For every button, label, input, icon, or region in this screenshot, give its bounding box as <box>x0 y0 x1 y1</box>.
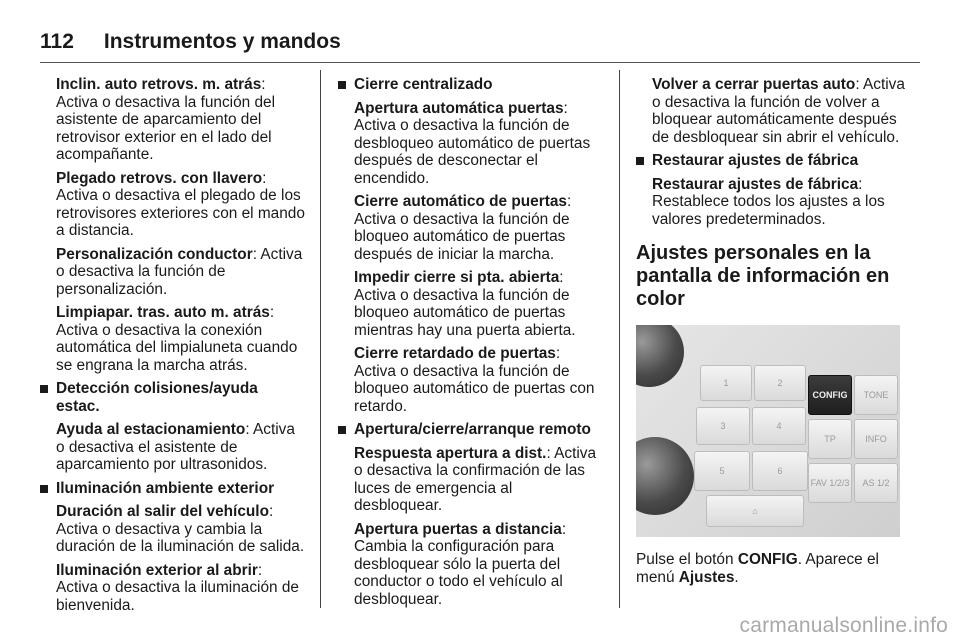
preset-button-2: 2 <box>754 365 806 401</box>
setting-label: Plegado retrovs. con llavero <box>56 169 263 187</box>
setting-item <box>56 246 305 299</box>
setting-label: Apertura puertas a distancia <box>354 520 562 538</box>
section-bullet <box>338 421 604 439</box>
setting-description: : Activa o desactiva la función de bloqueo automático de puertas después de iniciar la marcha. <box>354 193 572 263</box>
section-title: Apertura/cierre/arranque remoto <box>354 421 591 438</box>
setting-label: Inclin. auto retrovs. m. atrás <box>56 76 262 93</box>
column-divider <box>320 70 321 608</box>
bullet-square-icon <box>338 81 346 89</box>
tuning-knob-icon <box>636 437 694 515</box>
preset-button-3: 3 <box>696 407 750 445</box>
setting-label: Impedir cierre si pta. abierta <box>354 269 560 286</box>
setting-description: : Activa o desactiva la función del asistente de aparcamiento del retrovisor exterior en el lado del acompañante. <box>56 76 276 163</box>
setting-item <box>354 100 604 188</box>
home-icon: ⌂ <box>706 495 804 527</box>
watermark: carmanualsonline.info <box>739 614 948 637</box>
setting-label: Restaurar ajustes de fábrica <box>652 175 859 193</box>
setting-description: : Activa o desactiva el asistente de aparcamiento por ultrasonidos. <box>56 421 295 473</box>
setting-description: : Activa o desactiva la función de volver a bloquear automáticamente después de desbloquear sin abrir el vehículo. <box>652 76 905 146</box>
setting-description: : Activa o desactiva la conexión automática del limpialuneta cuando se engrana la marcha atrás. <box>56 304 298 374</box>
bullet-square-icon <box>40 485 48 493</box>
setting-description: : Restablece todos los ajustes a los valores predeterminados. <box>652 175 885 228</box>
setting-item <box>56 503 305 556</box>
radio-control-panel-photo <box>636 325 900 537</box>
fav-button: FAV 1/2/3 <box>808 463 852 503</box>
setting-item <box>354 269 604 339</box>
preset-button-4: 4 <box>752 407 806 445</box>
preset-button-5: 5 <box>694 451 750 491</box>
config-keyword: CONFIG <box>737 551 798 568</box>
as-button: AS 1/2 <box>854 463 898 503</box>
section-title: Detección colisiones/ayuda estac. <box>56 380 258 415</box>
setting-description: : Activa o desactiva la función de desbloqueo automático de puertas después de desconectar el encendido. <box>354 99 591 187</box>
para-text: . Aparece el menú <box>636 551 879 586</box>
info-button: INFO <box>854 419 898 459</box>
setting-item <box>354 445 604 515</box>
setting-label: Limpiapar. tras. auto m. atrás <box>56 304 270 321</box>
column-divider <box>619 70 620 608</box>
setting-label: Personalización conductor <box>56 245 253 263</box>
preset-button-1: 1 <box>700 365 752 401</box>
para-text: . <box>734 568 739 586</box>
column-2 <box>338 76 604 614</box>
page-title: Instrumentos y mandos <box>103 30 341 53</box>
page-number: 112 <box>40 30 74 53</box>
setting-item <box>56 170 305 240</box>
setting-description: : Activa o desactiva la iluminación de bienvenida. <box>56 561 299 614</box>
setting-item <box>652 176 906 229</box>
setting-label: Ayuda al estacionamiento <box>56 421 246 438</box>
setting-label: Volver a cerrar puertas auto <box>652 76 856 93</box>
bullet-square-icon <box>40 385 48 393</box>
setting-item <box>56 562 305 615</box>
setting-description: : Activa o desactiva la confirmación de las luces de emergencia al desbloquear. <box>354 444 597 514</box>
setting-item <box>354 345 604 415</box>
setting-description: : Activa o desactiva la función de bloqueo automático de puertas mientras hay una puerta abierta. <box>354 269 576 339</box>
setting-description: : Activa o desactiva y cambia la duración de la iluminación de salida. <box>56 503 305 555</box>
bullet-square-icon <box>636 157 644 165</box>
preset-button-6: 6 <box>752 451 808 491</box>
column-3 <box>636 76 906 586</box>
setting-item <box>56 421 305 474</box>
setting-item <box>354 193 604 263</box>
section-title: Cierre centralizado <box>354 76 493 93</box>
setting-description: : Activa o desactiva la función de bloqueo automático de puertas con retardo. <box>354 345 595 415</box>
page-header <box>40 18 920 63</box>
setting-description: : Cambia la configuración para desbloquear sólo la puerta del conductor o todo el vehículo al desbloquear. <box>354 520 567 608</box>
bullet-square-icon <box>338 426 346 434</box>
section-bullet <box>40 380 305 415</box>
setting-item <box>354 521 604 609</box>
setting-description: : Activa o desactiva el plegado de los retrovisores exteriores con el mando a distancia. <box>56 169 305 239</box>
section-bullet <box>338 76 604 94</box>
config-button: CONFIG <box>808 375 852 415</box>
volume-knob-icon <box>636 325 684 387</box>
instruction-paragraph <box>636 551 906 586</box>
setting-item <box>56 304 305 374</box>
setting-item <box>56 76 305 164</box>
section-bullet <box>636 152 906 170</box>
setting-label: Cierre retardado de puertas <box>354 345 556 362</box>
ajustes-keyword: Ajustes <box>678 568 735 586</box>
para-text: Pulse el botón <box>636 551 738 568</box>
setting-label: Apertura automática puertas <box>354 99 564 117</box>
setting-label: Iluminación exterior al abrir <box>56 561 258 579</box>
setting-label: Respuesta apertura a dist. <box>354 444 547 462</box>
setting-label: Duración al salir del vehículo <box>56 503 269 520</box>
section-heading: Ajustes personales en la pantalla de información en color <box>636 242 890 310</box>
tone-button: TONE <box>854 375 898 415</box>
section-title: Iluminación ambiente exterior <box>56 479 275 497</box>
tp-button: TP <box>808 419 852 459</box>
section-title: Restaurar ajustes de fábrica <box>652 152 859 169</box>
setting-description: : Activa o desactiva la función de personalización. <box>56 245 303 298</box>
section-bullet <box>40 480 305 498</box>
column-1 <box>40 76 305 620</box>
setting-item <box>652 76 906 146</box>
setting-label: Cierre automático de puertas <box>354 193 567 210</box>
